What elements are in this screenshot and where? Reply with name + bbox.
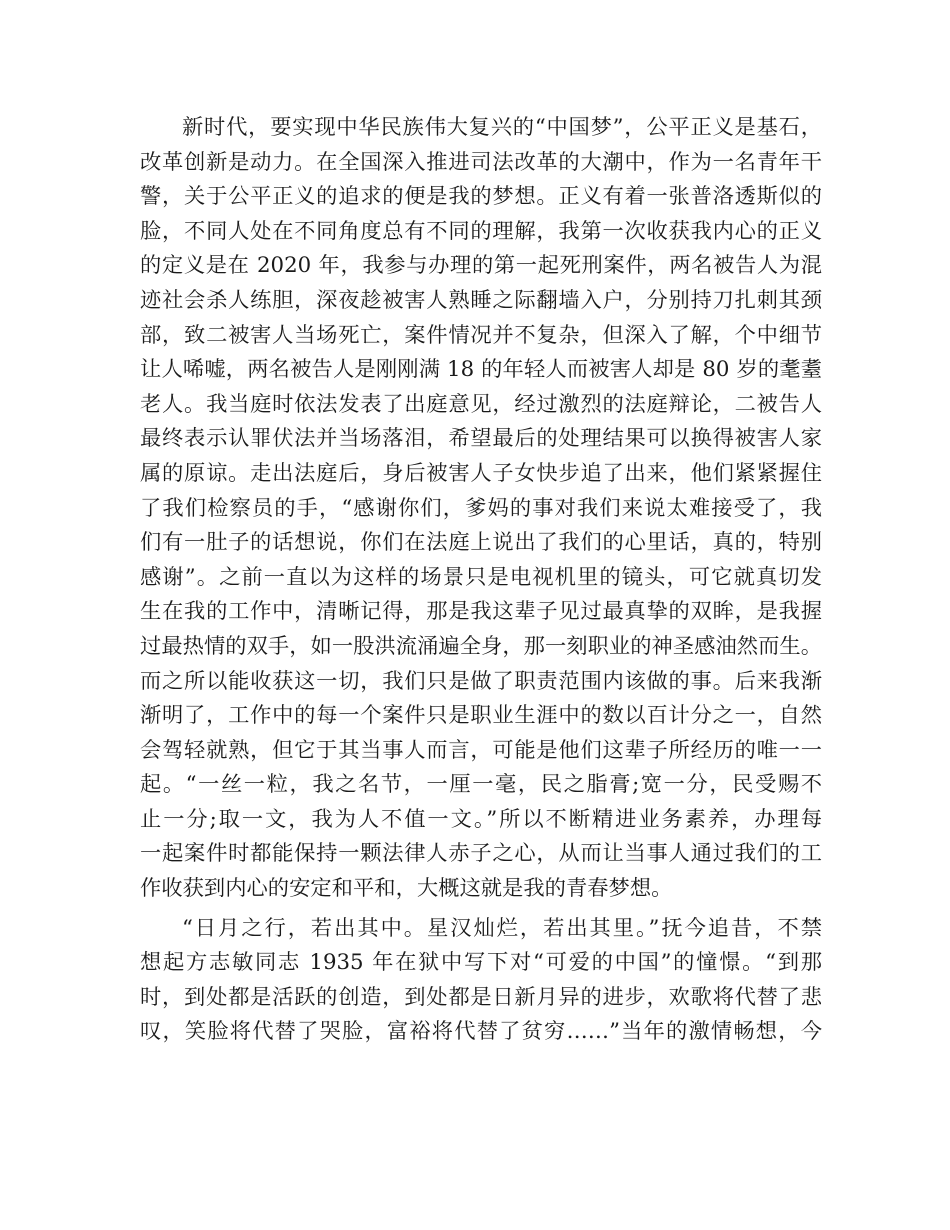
text-line: 们有一肚子的话想说，你们在法庭上说出了我们的心里话，真的，特别 [140,530,822,556]
text-line: 想起方志敏同志 1935 年在狱中写下对“可爱的中国”的憧憬。“到那 [140,950,822,976]
text-line: 而之所以能收获这一切，我们只是做了职责范围内该做的事。后来我渐 [140,668,822,694]
text-line: 让人唏嘘，两名被告人是刚刚满 18 的年轻人而被害人却是 80 岁的耄耋 [140,357,822,383]
text-line: 一起案件时都能保持一颗法律人赤子之心，从而让当事人通过我们的工 [140,841,822,867]
text-line: 改革创新是动力。在全国深入推进司法改革的大潮中，作为一名青年干 [140,149,822,175]
text-line: 止一分;取一文，我为人不值一文。”所以不断精进业务素养，办理每 [140,806,822,832]
text-line: 生在我的工作中，清晰记得，那是我这辈子见过最真挚的双眸，是我握 [140,599,822,625]
text-line: 最终表示认罪伏法并当场落泪，希望最后的处理结果可以换得被害人家 [140,426,822,452]
text-line: 警，关于公平正义的追求的便是我的梦想。正义有着一张普洛透斯似的 [140,184,822,210]
text-line: 叹，笑脸将代替了哭脸，富裕将代替了贫穷……”当年的激情畅想，今 [140,1019,822,1045]
text-line: 过最热情的双手，如一股洪流涌遍全身，那一刻职业的神圣感油然而生。 [140,633,822,659]
text-line: 脸，不同人处在不同角度总有不同的理解，我第一次收获我内心的正义 [140,218,822,244]
text-line: 的定义是在 2020 年，我参与办理的第一起死刑案件，两名被告人为混 [140,253,822,279]
paragraph-2 [140,912,822,1050]
text-line: 时，到处都是活跃的创造，到处都是日新月异的进步，欢歌将代替了悲 [140,984,822,1010]
text-line: 渐明了，工作中的每一个案件只是职业生涯中的数以百计分之一，自然 [140,703,822,729]
text-line: “日月之行，若出其中。星汉灿烂，若出其里。”抚今追昔，不禁 [182,915,822,941]
text-line: 部，致二被害人当场死亡，案件情况并不复杂，但深入了解，个中细节 [140,322,822,348]
text-line: 了我们检察员的手，“感谢你们，爹妈的事对我们来说太难接受了，我 [140,495,822,521]
document-body [140,111,822,1050]
text-line: 感谢”。之前一直以为这样的场景只是电视机里的镜头，可它就真切发 [140,564,822,590]
paragraph-1 [140,111,822,907]
text-line: 会驾轻就熟，但它于其当事人而言，可能是他们这辈子所经历的唯一一 [140,737,822,763]
text-line: 老人。我当庭时依法发表了出庭意见，经过激烈的法庭辩论，二被告人 [140,391,822,417]
text-line: 作收获到内心的安定和平和，大概这就是我的青春梦想。 [140,876,673,902]
text-line: 迹社会杀人练胆，深夜趁被害人熟睡之际翻墙入户，分别持刀扎刺其颈 [140,287,822,313]
text-line: 新时代，要实现中华民族伟大复兴的“中国梦”，公平正义是基石， [182,115,822,140]
text-line: 起。“一丝一粒，我之名节，一厘一毫，民之脂膏;宽一分，民受赐不 [140,772,822,798]
text-line: 属的原谅。走出法庭后，身后被害人子女快步追了出来，他们紧紧握住 [140,460,822,486]
